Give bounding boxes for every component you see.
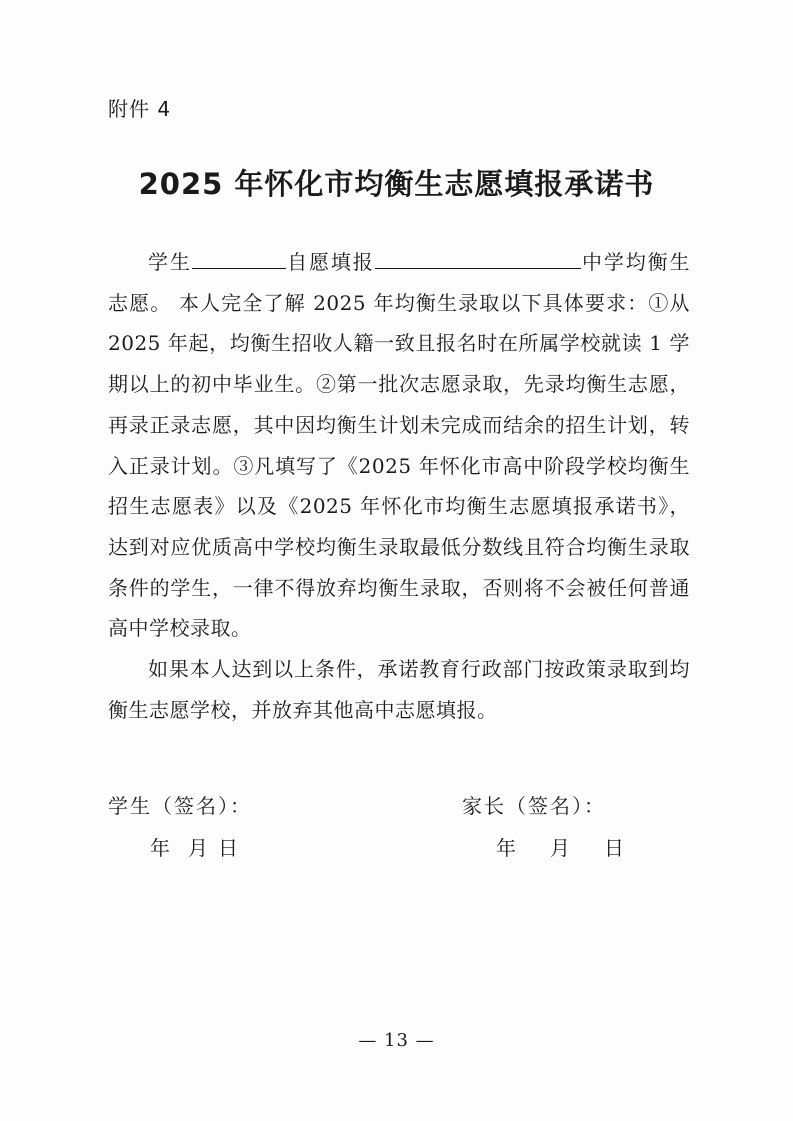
date-day: 日 [218, 836, 238, 860]
pledge-paragraph-2: 如果本人达到以上条件，承诺教育行政部门按政策录取到均衡生志愿学校，并放弃其他高中志愿填报。 [108, 657, 690, 722]
student-prefix: 学生 [148, 250, 192, 274]
pledge-paragraph-1 [108, 242, 690, 649]
page-number: — 13 — [358, 1030, 435, 1051]
date-month: 月 [188, 836, 208, 860]
document-title: 2025 年怀化市均衡生志愿填报承诺书 [138, 167, 655, 201]
student-name-blank[interactable] [192, 246, 286, 269]
date-year: 年 [150, 836, 170, 860]
parent-date [496, 832, 624, 861]
student-date [150, 832, 238, 861]
date-month: 月 [550, 836, 570, 860]
parent-signature-label: 家长（签名）： [462, 794, 606, 818]
pledge-body [108, 242, 690, 730]
student-signature-label: 学生（签名）： [108, 794, 252, 818]
date-day: 日 [604, 836, 624, 860]
date-year: 年 [496, 836, 516, 860]
attachment-label: 附件 4 [108, 97, 172, 121]
requirements-text: 中学均衡生志愿。 本人完全了解 2025 年均衡生录取以下具体要求：①从 2025 年起，均衡生招收人籍一致且报名时在所属学校就读 1 学期以上的初中毕业生。②第一批次志愿录取，先录均衡生志愿，再录正录志愿，其中因均衡生计划未完成而结余的招生计划，转入正录计划。③凡填写了《2025 年怀化市高中阶段学校均衡生招生志愿表》以及《2025 年怀化市均衡生志愿填报承诺书》，达到对应优质高中学校均衡生录取最低分数线且符合均衡生录取条件的学生，一律不得放弃均衡生录取，否则将不会被任何普通高中学校录取。 [108, 250, 690, 641]
fill-text: 自愿填报 [285, 250, 375, 274]
school-name-blank[interactable] [375, 246, 581, 269]
